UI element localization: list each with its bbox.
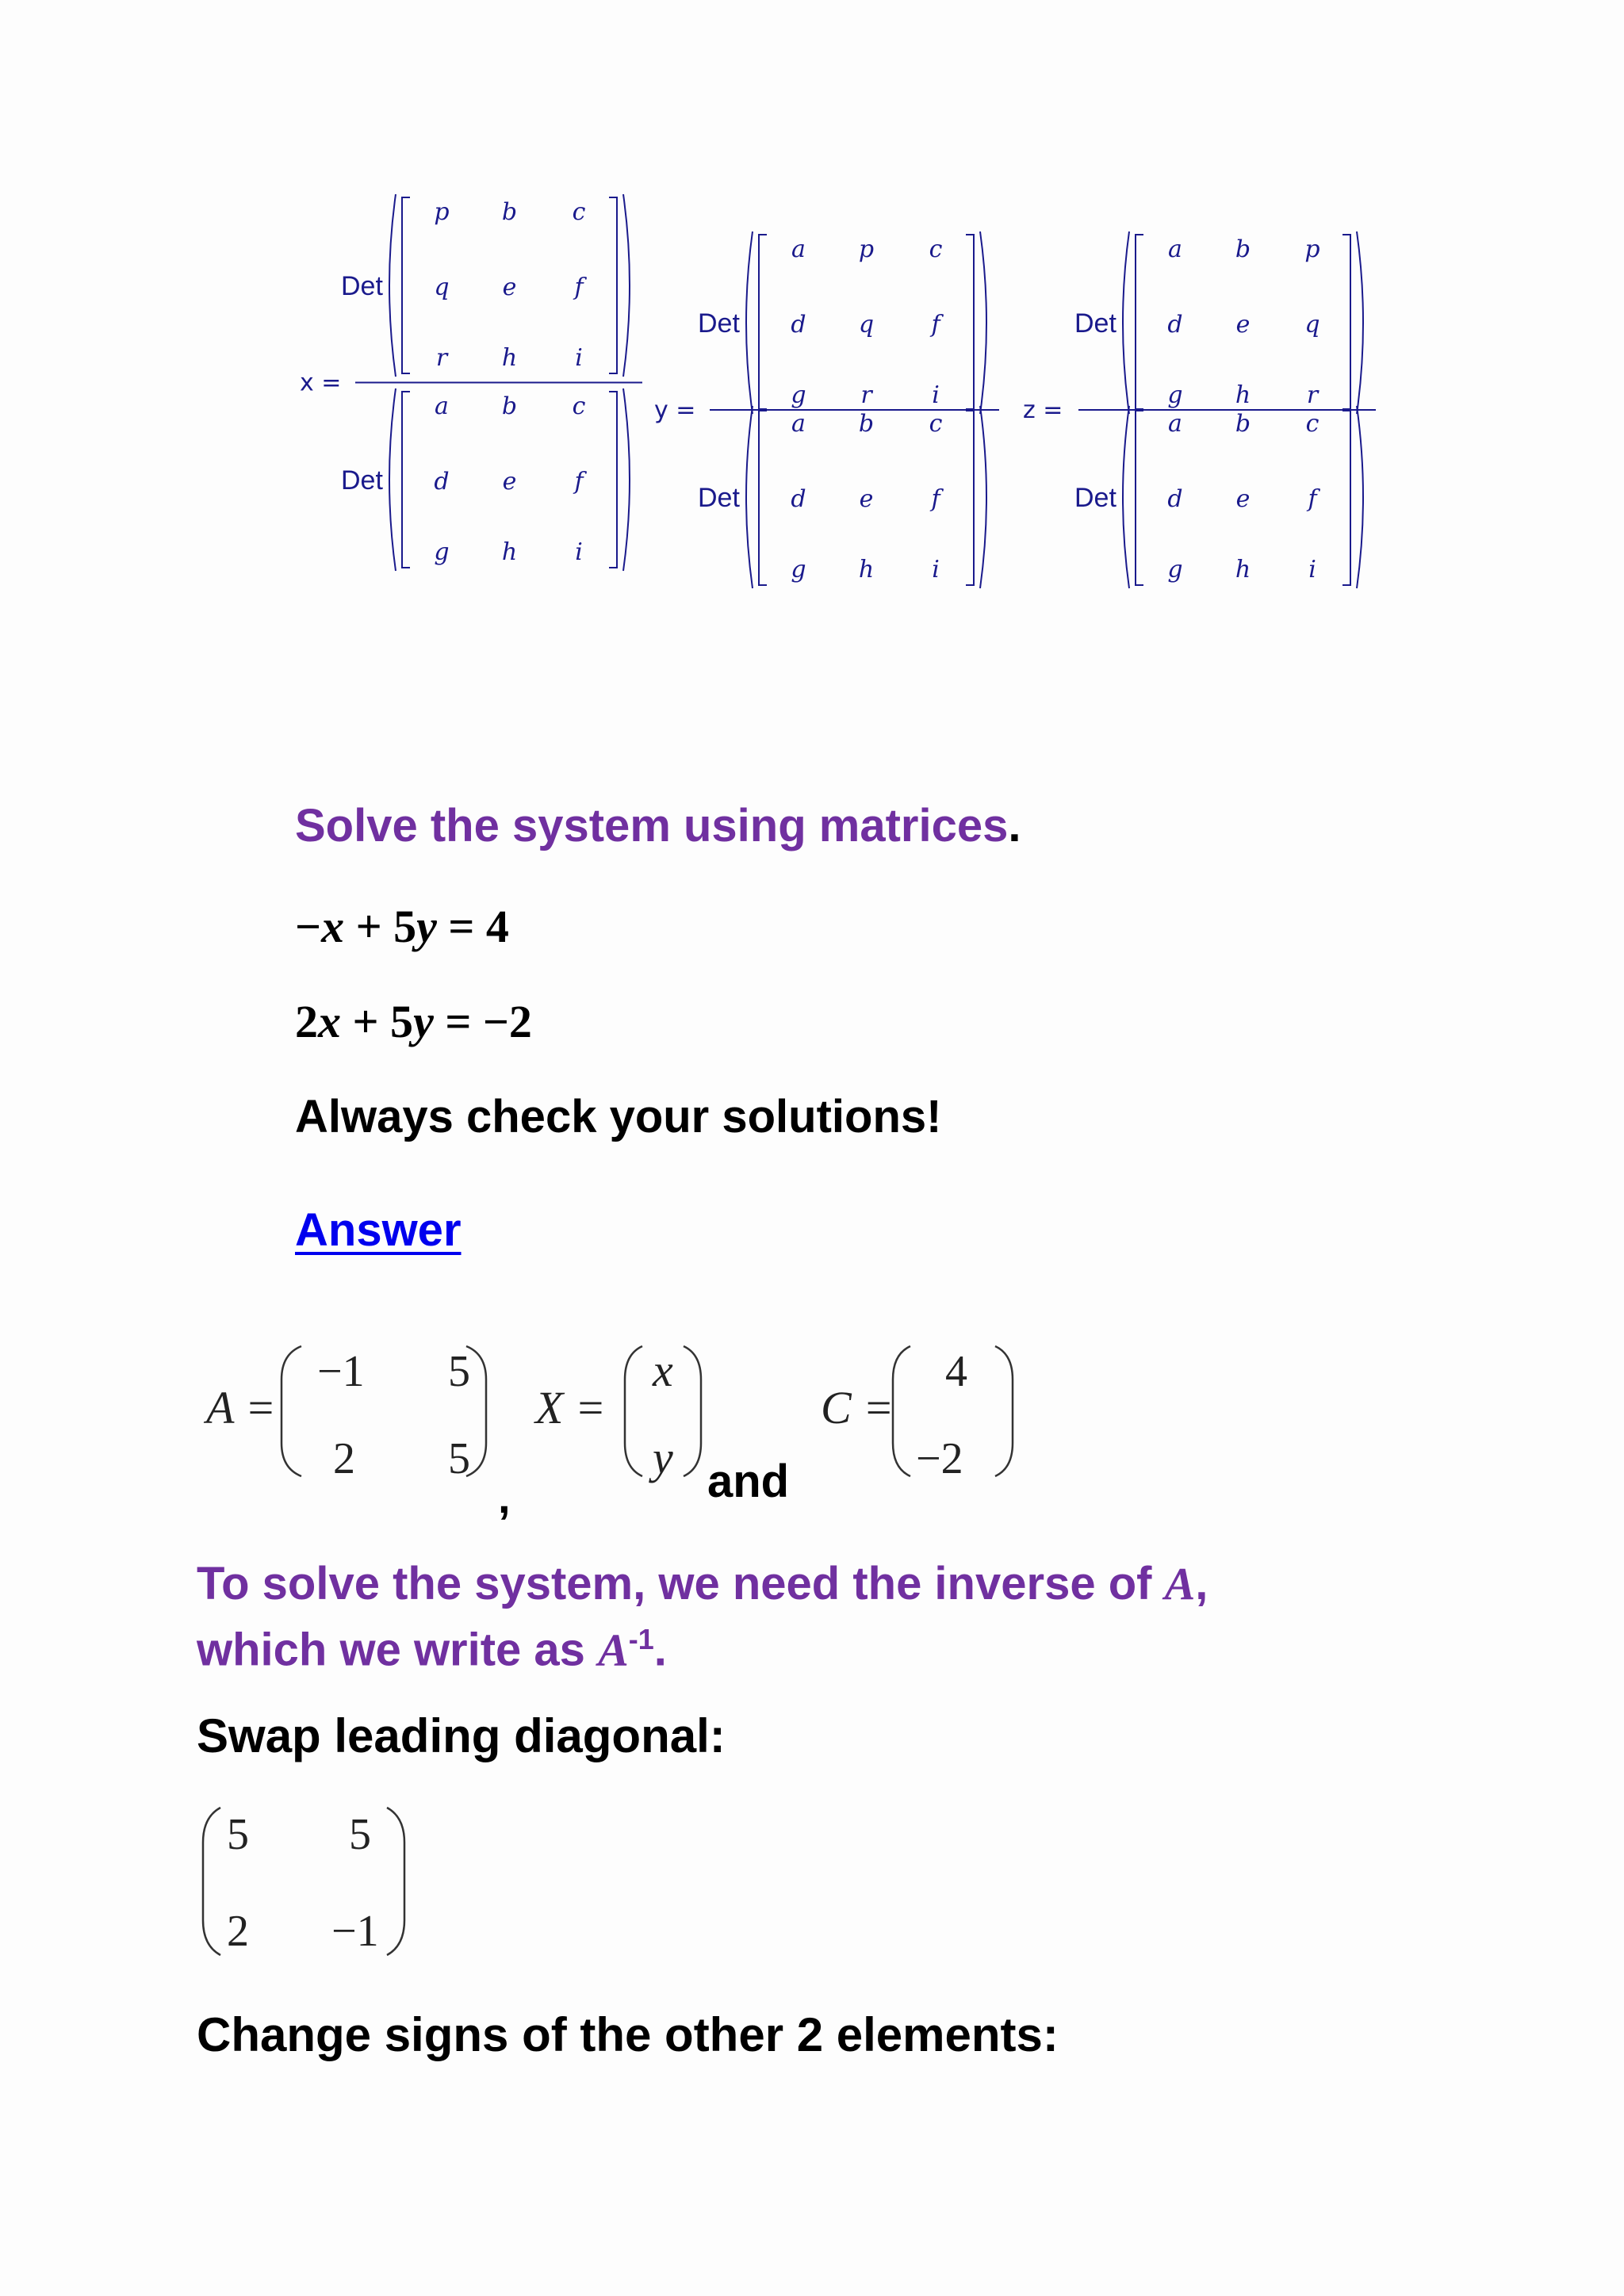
inverse-explanation-line1: [197, 1556, 1465, 1612]
cramer-y-num-left-bracket: [759, 235, 767, 411]
cramer-y-den-left-bracket: [759, 409, 767, 585]
cramer-y-den-cell-6: g: [791, 556, 806, 584]
matrix-x-r2: y: [653, 1432, 673, 1483]
cramer-y-num-det: Det: [698, 308, 740, 339]
matrix-c-right-paren: [995, 1346, 1013, 1476]
cramer-y-num-cell-4: q: [858, 311, 875, 339]
answer-link[interactable]: Answer: [295, 1204, 462, 1256]
cramer-y-num-cell-1: p: [858, 235, 875, 263]
swapped-matrix-right-paren: [387, 1808, 404, 1955]
swapped-r2c1: 2: [227, 1907, 249, 1956]
cramer-x-den-outer-left: [389, 388, 396, 571]
cramer-x-num-left-bracket: [402, 197, 410, 373]
matrix-definitions: [190, 1332, 1063, 1522]
cramer-x-den-right-bracket: [609, 392, 617, 568]
cramer-z-num-cell-6: g: [1167, 381, 1183, 409]
cramer-z-den-cell-1: b: [1235, 410, 1251, 438]
inverse-line1-end: ,: [1195, 1558, 1208, 1609]
matrix-a-label: A =: [206, 1382, 277, 1433]
cramer-x-den-cell-0: a: [435, 392, 449, 420]
inverse-line2-sup: -1: [628, 1623, 654, 1655]
cramer-y-den-outer-left: [746, 406, 753, 588]
matrix-a-r1c1: −1: [317, 1347, 365, 1396]
cramer-y-den-cell-1: b: [858, 410, 875, 438]
matrix-c-r2: −2: [916, 1434, 963, 1483]
cramer-z-num-cell-3: d: [1167, 311, 1183, 339]
cramers-rule-formulas: [0, 0, 1624, 634]
cramer-y-num-cell-2: c: [929, 235, 943, 263]
cramer-y-den-cell-3: d: [791, 485, 806, 513]
cramer-x-num-det: Det: [341, 271, 383, 301]
matrix-x-label: X =: [535, 1382, 607, 1433]
cramer-x-den-left-bracket: [402, 392, 410, 568]
equation-1-text: −x + 5y = 4: [295, 901, 509, 952]
matrix-x-r1: x: [653, 1345, 673, 1396]
matrix-x-right-paren: [684, 1346, 701, 1476]
matrix-c-r1: 4: [945, 1347, 967, 1396]
problem-title-text: Solve the system using matrices: [295, 800, 1009, 851]
cramer-z-den-outer-left: [1123, 406, 1129, 588]
cramer-z-den-det: Det: [1074, 483, 1116, 513]
cramer-x-den-cell-3: d: [434, 468, 450, 496]
cramer-y-num-outer-right: [980, 232, 986, 414]
cramer-x-den-cell-2: c: [572, 392, 586, 420]
cramer-x-num-outer-left: [389, 194, 396, 377]
cramer-z-den-cell-5: f: [1308, 485, 1317, 513]
cramer-y-num-right-bracket: [966, 235, 974, 411]
matrix-c-label: C =: [821, 1382, 894, 1433]
cramer-z-den-cell-4: e: [1235, 485, 1251, 513]
cramer-z-num-left-bracket: [1136, 235, 1143, 411]
cramer-x-variable-label: x =: [300, 369, 342, 397]
cramer-z-num-cell-4: e: [1235, 311, 1251, 339]
cramer-x-num-cell-8: i: [575, 344, 583, 372]
matrix-a-left-paren: [282, 1346, 301, 1476]
problem-title-period: .: [1008, 800, 1021, 851]
cramers-rule-figure: [0, 0, 1624, 634]
cramer-y-num-cell-5: f: [931, 311, 940, 339]
matrix-comma: ,: [498, 1472, 511, 1522]
cramer-x-den-cell-7: h: [501, 538, 518, 566]
cramer-y-den-cell-0: a: [791, 410, 806, 438]
cramer-x-num-cell-1: b: [501, 198, 518, 226]
cramer-z-den-cell-3: d: [1167, 485, 1183, 513]
equation-1: [295, 900, 509, 953]
cramer-y-den-cell-5: f: [931, 485, 940, 513]
cramer-z-den-cell-0: a: [1168, 410, 1182, 438]
cramer-x-den-cell-1: b: [501, 392, 518, 420]
cramer-y-den-det: Det: [698, 483, 740, 513]
swapped-r1c2: 5: [349, 1810, 371, 1859]
swapped-matrix-left-paren: [203, 1808, 220, 1955]
cramer-x-den-cell-6: g: [434, 538, 450, 566]
cramer-x-den-det: Det: [341, 465, 383, 496]
problem-title: [295, 799, 1021, 852]
cramer-x-den-cell-8: i: [575, 538, 583, 566]
matrix-x-left-paren: [625, 1346, 642, 1476]
cramer-x-den-cell-4: e: [502, 468, 517, 496]
inverse-line1-var: A: [1164, 1558, 1196, 1609]
cramer-y-num-outer-left: [746, 232, 753, 414]
cramer-y-den-cell-4: e: [859, 485, 874, 513]
cramer-x-num-cell-2: c: [572, 198, 586, 226]
inverse-line1-text: To solve the system, we need the inverse of: [197, 1558, 1152, 1609]
cramer-y-variable-label: y =: [654, 396, 696, 424]
cramer-x-num-outer-right: [623, 194, 630, 377]
cramer-x-den-outer-right: [623, 388, 630, 571]
matrix-and: and: [707, 1456, 790, 1507]
cramer-x-num-cell-4: e: [502, 274, 517, 301]
cramer-y-den-right-bracket: [966, 409, 974, 585]
equation-2: [295, 995, 532, 1048]
inverse-line2-var: A: [598, 1624, 629, 1676]
matrix-a-r1c2: 5: [448, 1347, 470, 1396]
cramer-y-den-cell-8: i: [932, 556, 940, 584]
swapped-r1c1: 5: [227, 1810, 249, 1859]
cramer-x-num-cell-5: f: [574, 274, 584, 301]
cramer-y-num-cell-7: r: [860, 381, 872, 409]
equation-2-text: 2x + 5y = −2: [295, 996, 532, 1047]
cramer-x-den-cell-5: f: [574, 468, 584, 496]
cramer-z-num-right-bracket: [1342, 235, 1350, 411]
change-signs: Change signs of the other 2 elements:: [197, 2008, 1059, 2061]
cramer-z-num-cell-2: p: [1304, 235, 1320, 263]
cramer-y-den-cell-7: h: [858, 556, 875, 584]
swap-leading-diagonal: Swap leading diagonal:: [197, 1709, 726, 1762]
swapped-r2c2: −1: [331, 1907, 379, 1956]
inverse-line2-text: which we write as: [197, 1624, 585, 1676]
check-solutions: Always check your solutions!: [295, 1091, 942, 1142]
cramer-z-den-outer-right: [1357, 406, 1363, 588]
cramer-z-num-cell-7: h: [1235, 381, 1251, 409]
cramer-y-num-cell-3: d: [791, 311, 806, 339]
cramer-x-num-cell-7: h: [501, 344, 518, 372]
swapped-matrix: [197, 1801, 435, 1976]
cramer-x-num-cell-3: q: [434, 274, 450, 301]
cramer-z-variable-label: z =: [1023, 396, 1063, 424]
matrix-a-r2c1: 2: [333, 1434, 355, 1483]
cramer-z-num-cell-0: a: [1168, 235, 1182, 263]
cramer-x-num-cell-0: p: [434, 198, 450, 226]
cramer-z-den-right-bracket: [1342, 409, 1350, 585]
cramer-z-den-cell-2: c: [1305, 410, 1320, 438]
cramer-z-den-left-bracket: [1136, 409, 1143, 585]
cramer-y-num-cell-0: a: [791, 235, 806, 263]
cramer-y-den-outer-right: [980, 406, 986, 588]
cramer-z-num-outer-left: [1123, 232, 1129, 414]
cramer-z-den-cell-8: i: [1308, 556, 1316, 584]
cramer-z-num-det: Det: [1074, 308, 1116, 339]
cramer-x-num-cell-6: r: [435, 344, 448, 372]
cramer-y-num-cell-6: g: [791, 381, 806, 409]
inverse-explanation-line2: [197, 1612, 1465, 1678]
cramer-z-den-cell-6: g: [1167, 556, 1183, 584]
cramer-z-num-cell-5: q: [1304, 311, 1320, 339]
cramer-x-num-right-bracket: [609, 197, 617, 373]
matrix-c-left-paren: [893, 1346, 910, 1476]
cramer-z-num-cell-1: b: [1235, 235, 1251, 263]
matrix-a-r2c2: 5: [448, 1434, 470, 1483]
inverse-explanation: [197, 1556, 1465, 1678]
cramer-z-den-cell-7: h: [1235, 556, 1251, 584]
cramer-z-num-outer-right: [1357, 232, 1363, 414]
inverse-line2-end: .: [653, 1624, 667, 1676]
cramer-y-den-cell-2: c: [929, 410, 943, 438]
cramer-y-num-cell-8: i: [932, 381, 940, 409]
cramer-z-num-cell-8: r: [1306, 381, 1319, 409]
